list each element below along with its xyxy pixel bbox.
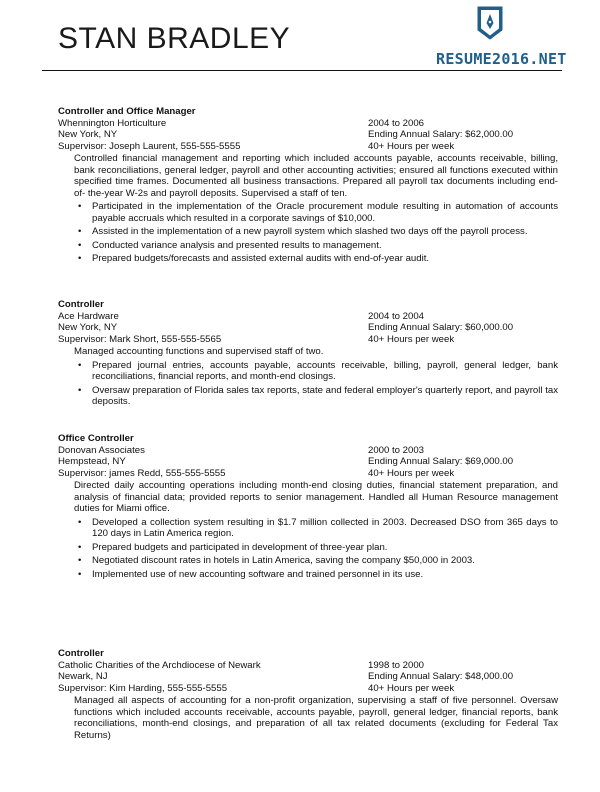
- list-item: • Prepared budgets/forecasts and assisted external audits with end-of-year audit.: [92, 253, 558, 265]
- achievement-list: [58, 517, 558, 581]
- achievement-list: [58, 201, 558, 265]
- company: Whennington Horticulture: [58, 117, 167, 129]
- dates: 1998 to 2000: [368, 659, 425, 671]
- list-item: • Conducted variance analysis and presented results to management.: [92, 240, 558, 252]
- supervisor: Supervisor: Kim Harding, 555-555-5555: [58, 682, 228, 694]
- salary: Ending Annual Salary: $62,000.00: [368, 129, 514, 140]
- location: New York, NY: [58, 322, 118, 333]
- hours: 40+ Hours per week: [368, 682, 455, 694]
- dates: 2004 to 2006: [368, 117, 425, 129]
- job-entry: [58, 648, 558, 741]
- hours: 40+ Hours per week: [368, 140, 455, 152]
- company: Donovan Associates: [58, 444, 145, 456]
- header-divider: [42, 70, 562, 71]
- salary: Ending Annual Salary: $48,000.00: [368, 671, 514, 682]
- job-entry: [58, 106, 558, 267]
- job-title: Controller and Office Manager: [58, 106, 196, 117]
- job-title: Controller: [58, 648, 104, 659]
- location: Hempstead, NY: [58, 456, 126, 467]
- brand-logo-text: RESUME2016.NET: [436, 50, 567, 68]
- list-item: • Implemented use of new accounting software and trained personnel in its use.: [92, 569, 558, 581]
- job-entry: [58, 433, 558, 582]
- location: New York, NY: [58, 129, 118, 140]
- supervisor: Supervisor: Joseph Laurent, 555-555-5555: [58, 140, 241, 152]
- dates: 2004 to 2004: [368, 310, 425, 322]
- list-item: • Participated in the implementation of the Oracle procurement module resulting in automation of accounts payable accruals which resulted in a corporate savings of $10,000.: [92, 201, 558, 224]
- company: Catholic Charities of the Archdiocese of Newark: [58, 659, 261, 671]
- hours: 40+ Hours per week: [368, 467, 455, 479]
- list-item: • Developed a collection system resulting in $1.7 million collected in 2003. Decreased DSO from 365 days to 120 days in Latin America region.: [92, 517, 558, 540]
- job-title: Controller: [58, 299, 104, 310]
- list-item: • Prepared budgets and participated in development of three-year plan.: [92, 542, 558, 554]
- job-title: Office Controller: [58, 433, 134, 444]
- salary: Ending Annual Salary: $60,000.00: [368, 322, 514, 333]
- salary: Ending Annual Salary: $69,000.00: [368, 456, 514, 467]
- resume-name: STAN BRADLEY: [58, 22, 291, 55]
- supervisor: Supervisor: james Redd, 555-555-5555: [58, 467, 226, 479]
- list-item: • Assisted in the implementation of a new payroll system which slashed two days off the payroll process.: [92, 226, 558, 238]
- list-item: • Prepared journal entries, accounts payable, accounts receivable, billing, payroll, general ledger, bank reconciliations, financial reports, and month-end closings.: [92, 360, 558, 383]
- job-entry: [58, 299, 558, 410]
- dates: 2000 to 2003: [368, 444, 425, 456]
- location: Newark, NJ: [58, 671, 108, 682]
- list-item: • Oversaw preparation of Florida sales tax reports, state and federal employer's quarterly report, and payroll tax deposits.: [92, 385, 558, 408]
- pen-badge-icon: [476, 6, 504, 40]
- job-description: Managed accounting functions and supervised staff of two.: [74, 346, 324, 357]
- hours: 40+ Hours per week: [368, 333, 455, 345]
- job-description: Managed all aspects of accounting for a non-profit organization, supervising a staff of five personnel. Oversaw functions which included accounts receivable, accounts payable, payroll, general ledger, financial reports, bank reconciliations, month-end closings, and preparation of all tax related documents (excluding for Federal Tax Returns): [74, 695, 558, 741]
- job-description: Directed daily accounting operations including month-end closing duties, financial statement preparation, and analysis of financial data; provided reports to senior management. Handled all Human Resource management duties for Miami office.: [74, 480, 558, 514]
- company: Ace Hardware: [58, 310, 119, 322]
- job-description: Controlled financial management and reporting which included accounts payable, accounts receivable, billing, bank reconciliations, general ledger, payroll and other accounting activities; ensured all functions executed within specified time frames. Documented all business transactions. Prepared all payroll tax documents including end-of- the-year W-2s and payroll deposits. Supervised a staff of ten.: [74, 153, 558, 199]
- supervisor: Supervisor: Mark Short, 555-555-5565: [58, 333, 222, 345]
- achievement-list: [58, 360, 558, 408]
- list-item: • Negotiated discount rates in hotels in Latin America, saving the company $50,000 in 2003.: [92, 555, 558, 567]
